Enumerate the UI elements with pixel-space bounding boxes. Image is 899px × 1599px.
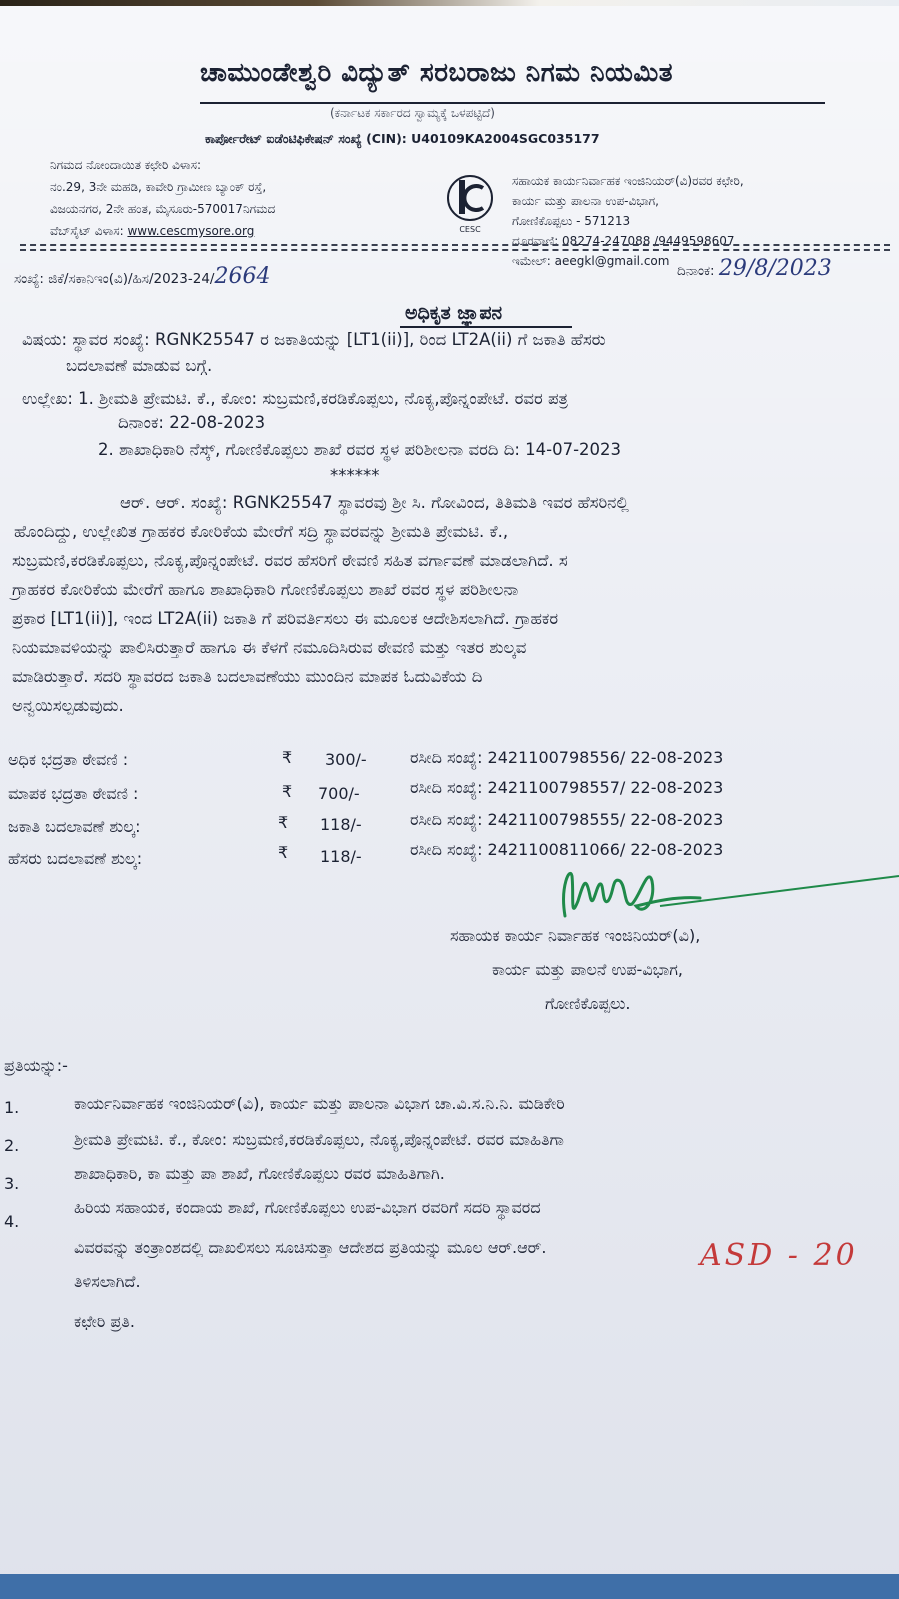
copy-number: 4. — [4, 1212, 20, 1231]
copy-number: 3. — [4, 1174, 20, 1193]
rupee-symbol: ₹ — [282, 748, 293, 767]
subject-line: ವಿಷಯ: ಸ್ಥಾವರ ಸಂಖ್ಯೆ: RGNK25547 ರ ಜಕಾತಿಯನ್ನು [LT1(ii)], ರಿಂದ LT2A(ii) ಗೆ ಜಕಾತಿ ಹೆಸರು — [22, 330, 606, 349]
date-handwritten: 29/8/2023 — [718, 256, 832, 281]
reference-line: ದಿನಾಂಕ: 22-08-2023 — [118, 413, 266, 432]
receipt-number: ರಸೀದಿ ಸಂಖ್ಯೆ: 2421100798557/ 22-08-2023 — [410, 778, 724, 797]
document-date — [677, 256, 832, 281]
body-line: ಅನ್ವಯಿಸಲ್ಪಡುವುದು. — [12, 696, 124, 715]
sub-division-line: ಸಹಾಯಕ ಕಾರ್ಯನಿರ್ವಾಹಕ ಇಂಜಿನಿಯರ್(ವಿ)ರವರ ಕಛೇರಿ, — [512, 174, 744, 188]
sub-division-line: ಗೋಣಿಕೊಪ್ಪಲು - 571213 — [512, 214, 631, 228]
reference-number — [14, 264, 270, 289]
signatory-office: ಕಾರ್ಯ ಮತ್ತು ಪಾಲನೆ ಉಪ-ವಿಭಾಗ, — [492, 960, 683, 979]
body-line: ಪ್ರಕಾರ [LT1(ii)], ಇಂದ LT2A(ii) ಜಕಾತಿ ಗೆ ಪರಿವರ್ತಿಸಲು ಈ ಮೂಲಕ ಆದೇಶಿಸಲಾಗಿದೆ. ಗ್ರಾಹಕರ — [12, 609, 559, 628]
heading-underline — [400, 326, 572, 328]
sub-division-line: ಕಾರ್ಯ ಮತ್ತು ಪಾಲನಾ ಉಪ-ವಿಭಾಗ, — [512, 194, 659, 208]
copy-line: ತಿಳಿಸಲಾಗಿದೆ. — [74, 1272, 141, 1291]
amount-label: ಹೆಸರು ಬದಲಾವಣೆ ಶುಲ್ಕ: — [8, 849, 143, 868]
copy-line: ಶ್ರೀಮತಿ ಪ್ರೇಮಟಿ. ಕೆ., ಕೋಂ: ಸುಬ್ರಮಣಿ,ಕರಡಿಕೊಪ್ಪಲು, ನೊಕ್ಯ,ಪೊನ್ನಂಪೇಟೆ. ರವರ ಮಾಹಿತಿಗಾ — [74, 1130, 564, 1149]
body-line: ನಿಯಮಾವಳಿಯನ್ನು ಪಾಲಿಸಿರುತ್ತಾರೆ ಹಾಗೂ ಈ ಕೆಳಗೆ ನಮೂದಿಸಿರುವ ಠೇವಣಿ ಮತ್ತು ಇತರ ಶುಲ್ಕವ — [12, 638, 527, 657]
email-line: ಇಮೇಲ್: aeegkl@gmail.com — [512, 254, 670, 268]
copy-number: 2. — [4, 1136, 20, 1155]
reg-office-line: ನಿಗಮದ ನೋಂದಾಯಿತ ಕಛೇರಿ ವಿಳಾಸ: — [50, 158, 202, 172]
signature-icon — [540, 846, 899, 936]
cesc-logo-icon — [445, 168, 495, 236]
logo-text: CESC — [459, 225, 481, 234]
website-link[interactable]: www.cescmysore.org — [127, 224, 255, 238]
body-line: ಹೊಂದಿದ್ದು, ಉಲ್ಲೇಖಿತ ಗ್ರಾಹಕರ ಕೋರಿಕೆಯ ಮೇರೆಗೆ ಸದ್ರಿ ಸ್ಥಾವರವನ್ನು ಶ್ರೀಮತಿ ಪ್ರೇಮಟಿ. ಕೆ., — [14, 522, 509, 541]
registered-office — [50, 154, 275, 242]
signatory-place: ಗೋಣಿಕೊಪ್ಪಲು. — [545, 994, 631, 1013]
subject-line: ಬದಲಾವಣೆ ಮಾಡುವ ಬಗ್ಗೆ. — [66, 356, 213, 375]
phone-line: ದೂರವಾಣಿ: 08274-247088 /9449598607 — [512, 234, 735, 248]
title-underline — [200, 102, 825, 104]
org-subtitle: (ಕರ್ನಾಟಕ ಸರ್ಕಾರದ ಸ್ವಾಮ್ಯಕ್ಕೆ ಒಳಪಟ್ಟಿದೆ) — [330, 106, 495, 120]
receipt-number: ರಸೀದಿ ಸಂಖ್ಯೆ: 2421100798555/ 22-08-2023 — [410, 810, 724, 829]
rupee-symbol: ₹ — [278, 813, 289, 832]
header-divider — [20, 244, 890, 246]
body-line: ಮಾಡಿರುತ್ತಾರೆ. ಸದರಿ ಸ್ಥಾವರದ ಜಕಾತಿ ಬದಲಾವಣೆಯು ಮುಂದಿನ ಮಾಪಕ ಓದುವಿಕೆಯ ದಿ — [12, 667, 483, 686]
date-label: ದಿನಾಂಕ: — [677, 263, 715, 279]
amount-value: 300/- — [325, 750, 367, 769]
reg-office-line: ನಂ.29, 3ನೇ ಮಹಡಿ, ಕಾವೇರಿ ಗ್ರಾಮೀಣ ಬ್ಯಾಂಕ್ ರಸ್ತೆ, — [50, 180, 267, 194]
amount-label: ಜಕಾತಿ ಬದಲಾವಣೆ ಶುಲ್ಕ: — [8, 817, 141, 836]
body-line: ಆರ್. ಆರ್. ಸಂಖ್ಯೆ: RGNK25547 ಸ್ಥಾವರವು ಶ್ರೀ ಸಿ. ಗೋವಿಂದ, ತಿತಿಮತಿ ಇವರ ಹೆಸರಿನಲ್ಲಿ — [120, 493, 629, 512]
reference-line: ಉಲ್ಲೇಖ: 1. ಶ್ರೀಮತಿ ಪ್ರೇಮಟಿ. ಕೆ., ಕೋಂ: ಸುಬ್ರಮಣಿ,ಕರಡಿಕೊಪ್ಪಲು, ನೊಕ್ಯ,ಪೊನ್ನಂಪೇಟೆ. ರವರ ಪತ್ರ — [22, 389, 568, 408]
amount-label: ಅಧಿಕ ಭದ್ರತಾ ಠೇವಣಿ : — [8, 750, 129, 769]
copy-line: ಕಾರ್ಯನಿರ್ವಾಹಕ ಇಂಜಿನಿಯರ್(ವಿ), ಕಾರ್ಯ ಮತ್ತು ಪಾಲನಾ ವಿಭಾಗ ಚಾ.ವಿ.ಸ.ನಿ.ನಿ. ಮಡಿಕೇರಿ — [74, 1094, 565, 1113]
website-line — [50, 220, 275, 242]
copies-title: ಪ್ರತಿಯನ್ನು:- — [4, 1056, 68, 1075]
body-line: ಗ್ರಾಹಕರ ಕೋರಿಕೆಯ ಮೇರೆಗೆ ಹಾಗೂ ಶಾಖಾಧಿಕಾರಿ ಗೋಣಿಕೊಪ್ಪಲು ಶಾಖೆ ರವರ ಸ್ಥಳ ಪರಿಶೀಲನಾ — [12, 580, 519, 599]
amount-value: 700/- — [318, 784, 360, 803]
stars-divider: ****** — [330, 466, 380, 485]
copy-line: ಹಿರಿಯ ಸಹಾಯಕ, ಕಂದಾಯ ಶಾಖೆ, ಗೋಣಿಕೊಪ್ಪಲು ಉಪ-ವಿಭಾಗ ರವರಿಗೆ ಸದರಿ ಸ್ಥಾವರದ — [74, 1198, 541, 1217]
receipt-number: ರಸೀದಿ ಸಂಖ್ಯೆ: 2421100798556/ 22-08-2023 — [410, 748, 724, 767]
rupee-symbol: ₹ — [278, 843, 289, 862]
document-heading: ಅಧಿಕೃತ ಜ್ಞಾಪನ — [405, 302, 503, 324]
receipt-number: ರಸೀದಿ ಸಂಖ್ಯೆ: 2421100811066/ 22-08-2023 — [410, 840, 724, 859]
website-label: ವೆಬ್‌ಸೈಟ್ ವಿಳಾಸ: — [50, 224, 124, 238]
copy-line: ಶಾಖಾಧಿಕಾರಿ, ಕಾ ಮತ್ತು ಪಾ ಶಾಖೆ, ಗೋಣಿಕೊಪ್ಪಲು ರವರ ಮಾಹಿತಿಗಾಗಿ. — [74, 1164, 445, 1183]
document-page — [0, 6, 899, 1574]
cin-number: ಕಾರ್ಪೋರೇಟ್ ಐಡೆಂಟಿಫಿಕೇಷನ್ ಸಂಖ್ಯೆ (CIN): U40109KA2004SGC035177 — [205, 131, 600, 146]
body-line: ಸುಬ್ರಮಣಿ,ಕರಡಿಕೊಪ್ಪಲು, ನೊಕ್ಯ,ಪೊನ್ನಂಪೇಟೆ. ರವರ ಹೆಸರಿಗೆ ಠೇವಣಿ ಸಹಿತ ವರ್ಗಾವಣೆ ಮಾಡಲಾಗಿದೆ. ಸ — [12, 551, 568, 570]
ref-prefix: ಸಂಖ್ಯೆ: ಜಿಕೆ/ಸಕಾನಿಇಂ(ವಿ)/ಹಿಸ/2023-24/ — [14, 271, 215, 287]
header-divider — [20, 249, 890, 251]
handwritten-annotation: ASD - 20 — [700, 1238, 858, 1273]
org-name: ಚಾಮುಂಡೇಶ್ವರಿ ವಿದ್ಯುತ್ ಸರಬರಾಜು ನಿಗಮ ನಿಯಮಿತ — [200, 58, 674, 88]
reg-office-line: ವಿಜಯನಗರ, 2ನೇ ಹಂತ, ಮೈಸೂರು-570017ನಿಗಮದ — [50, 202, 276, 216]
amount-value: 118/- — [320, 815, 362, 834]
amount-value: 118/- — [320, 847, 362, 866]
copy-number: 1. — [4, 1098, 20, 1117]
amount-label: ಮಾಪಕ ಭದ್ರತಾ ಠೇವಣಿ : — [8, 784, 139, 803]
signatory-title: ಸಹಾಯಕ ಕಾರ್ಯ ನಿರ್ವಾಹಕ ಇಂಜಿನಿಯರ್(ವಿ), — [450, 926, 701, 945]
rupee-symbol: ₹ — [282, 782, 293, 801]
copy-line: ಕಛೇರಿ ಪ್ರತಿ. — [74, 1312, 135, 1331]
ref-handwritten-number: 2664 — [214, 264, 271, 289]
copy-line: ವಿವರವನ್ನು ತಂತ್ರಾಂಶದಲ್ಲಿ ದಾಖಲಿಸಲು ಸೂಚಿಸುತ್ತಾ ಆದೇಶದ ಪ್ರತಿಯನ್ನು ಮೂಲ ಆರ್.ಆರ್. — [74, 1238, 547, 1257]
reference-line: 2. ಶಾಖಾಧಿಕಾರಿ ನೆಸ್ಕ್, ಗೋಣಿಕೊಪ್ಪಲು ಶಾಖೆ ರವರ ಸ್ಥಳ ಪರಿಶೀಲನಾ ವರದಿ ದಿ: 14-07-2023 — [98, 440, 622, 459]
